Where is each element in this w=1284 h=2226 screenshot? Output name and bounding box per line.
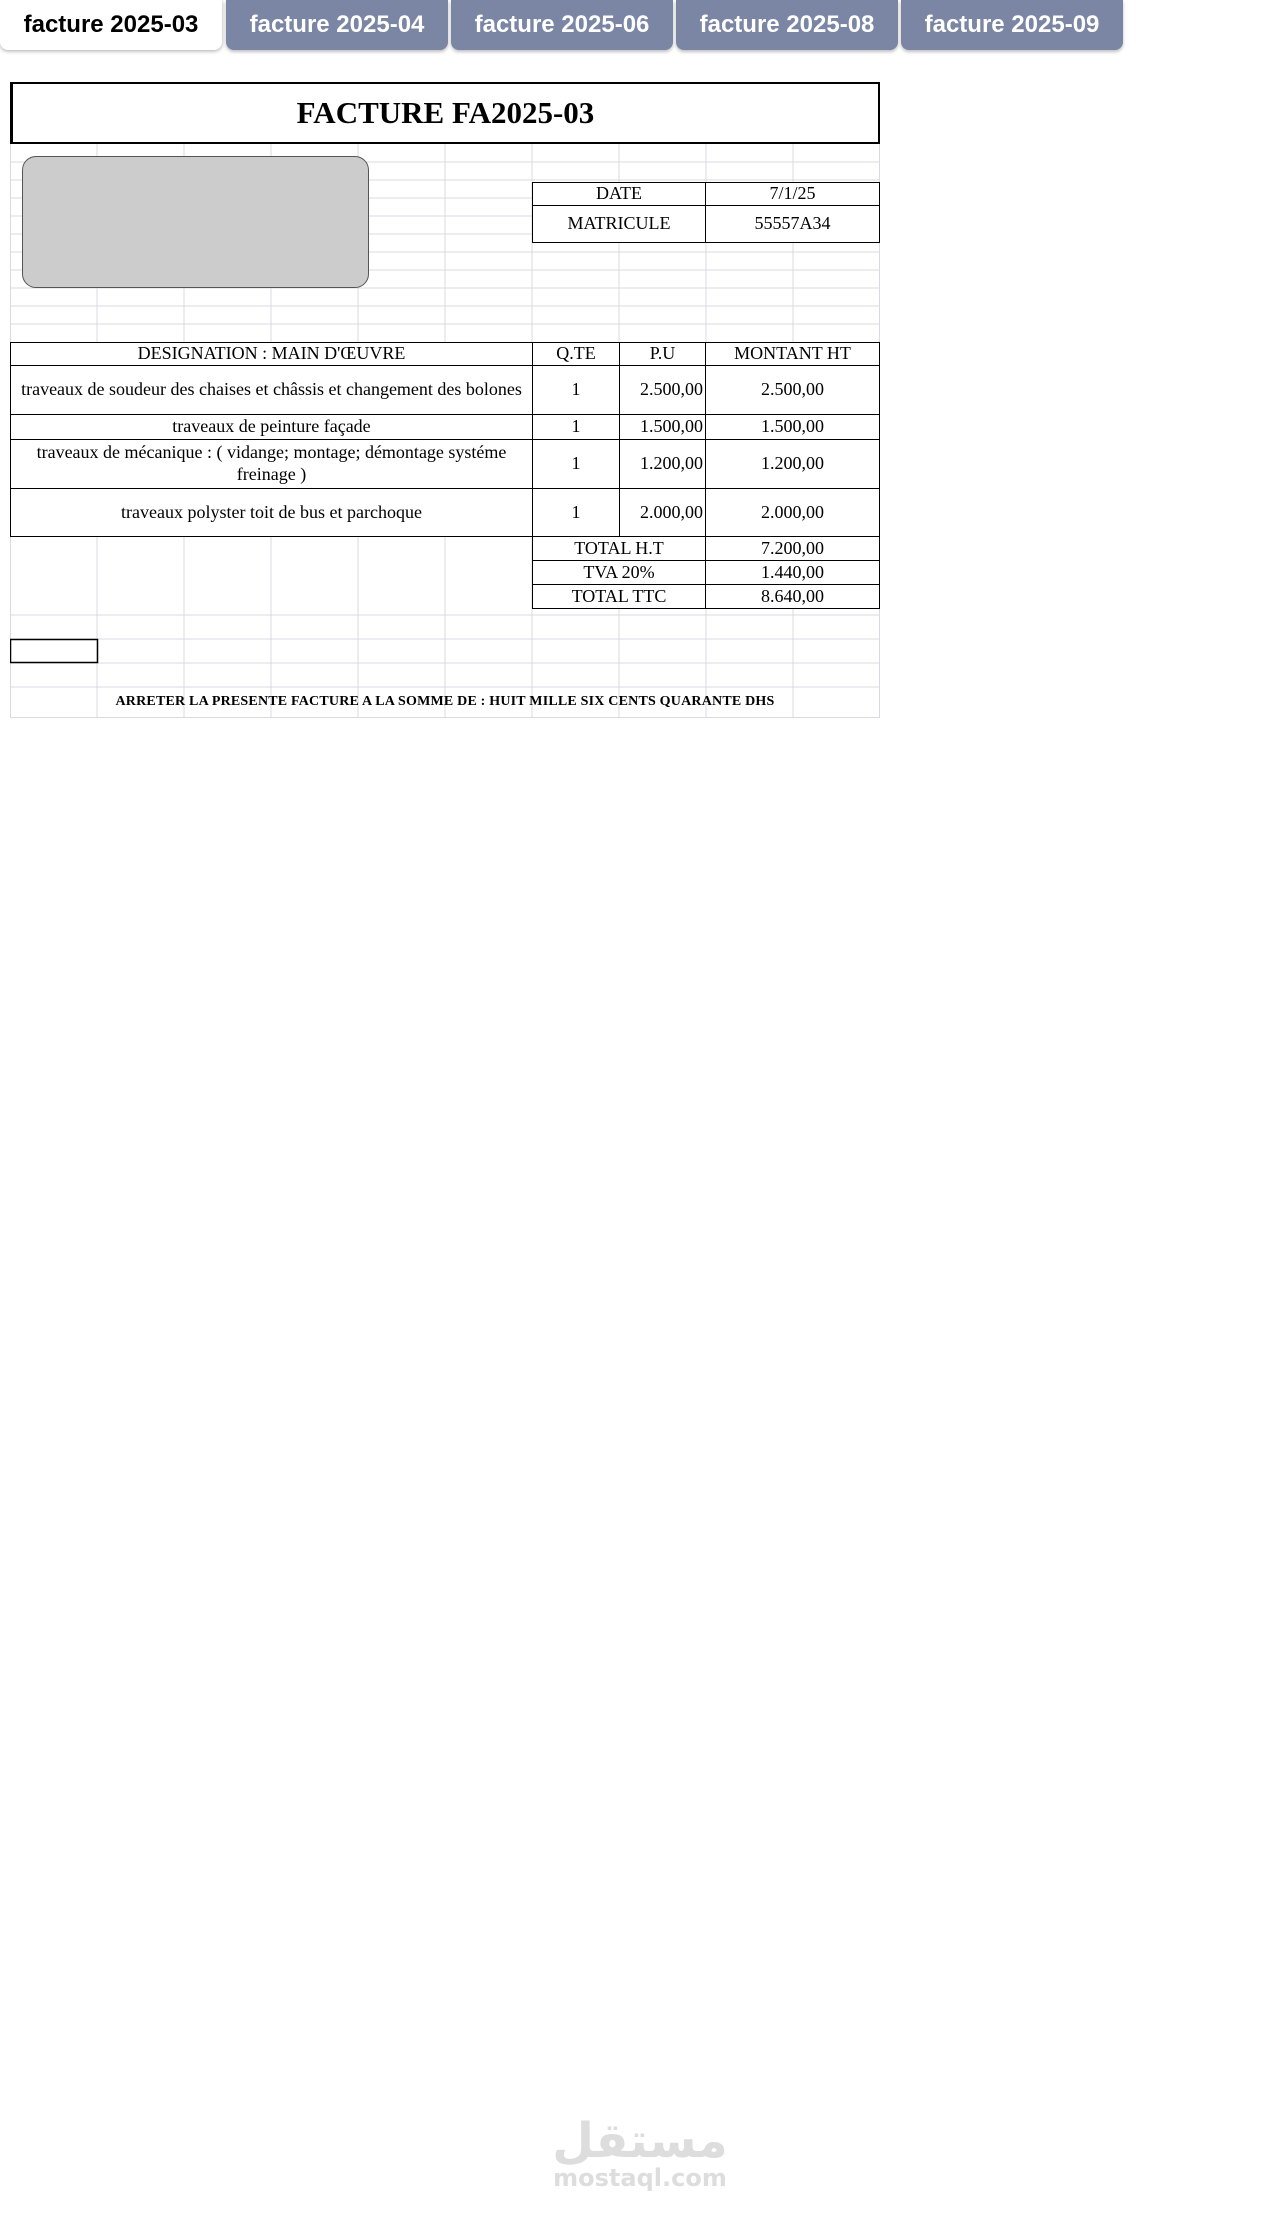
invoice-title: FACTURE FA2025-03 [10, 82, 880, 144]
row-3-montant[interactable]: 1.200,00 [705, 439, 880, 489]
tab-facture-2025-08[interactable]: facture 2025-08 [676, 0, 898, 50]
header-pu: P.U [619, 342, 706, 366]
tab-facture-2025-09[interactable]: facture 2025-09 [901, 0, 1123, 50]
row-3-pu[interactable]: 1.200,00 [619, 439, 706, 489]
row-4-montant[interactable]: 2.000,00 [705, 488, 880, 537]
header-designation: DESIGNATION : MAIN D'ŒUVRE [10, 342, 533, 366]
row-2-montant[interactable]: 1.500,00 [705, 414, 880, 440]
invoice-sheet [10, 82, 880, 718]
total-ttc-value[interactable]: 8.640,00 [705, 584, 880, 609]
tab-facture-2025-03[interactable]: facture 2025-03 [0, 0, 222, 50]
date-label: DATE [532, 182, 706, 206]
table-bottom-border [10, 536, 533, 538]
row-2-pu[interactable]: 1.500,00 [619, 414, 706, 440]
row-4-pu[interactable]: 2.000,00 [619, 488, 706, 537]
logo-placeholder [22, 156, 369, 288]
row-1-designation[interactable]: traveaux de soudeur des chaises et châssis et changement des bolones [10, 365, 533, 415]
watermark-latin: mostaql.com [553, 2163, 727, 2192]
total-ht-value[interactable]: 7.200,00 [705, 536, 880, 561]
row-3-designation[interactable]: traveaux de mécanique : ( vidange; montage; démontage systéme freinage ) [10, 439, 533, 489]
selected-cell-outline [11, 640, 98, 663]
row-1-qte[interactable]: 1 [532, 365, 620, 415]
row-2-qte[interactable]: 1 [532, 414, 620, 440]
row-4-qte[interactable]: 1 [532, 488, 620, 537]
row-1-montant[interactable]: 2.500,00 [705, 365, 880, 415]
row-4-designation[interactable]: traveaux polyster toit de bus et parchoque [10, 488, 533, 537]
row-3-qte[interactable]: 1 [532, 439, 620, 489]
total-ttc-label: TOTAL TTC [532, 584, 706, 609]
watermark-arabic: مستقل [552, 2112, 728, 2169]
header-montant: MONTANT HT [705, 342, 880, 366]
sheet-tab-bar [0, 0, 1130, 52]
date-value[interactable]: 7/1/25 [705, 182, 880, 206]
tab-facture-2025-06[interactable]: facture 2025-06 [451, 0, 673, 50]
tva-label: TVA 20% [532, 560, 706, 585]
header-qte: Q.TE [532, 342, 620, 366]
tva-value[interactable]: 1.440,00 [705, 560, 880, 585]
total-ht-label: TOTAL H.T [532, 536, 706, 561]
matricule-value[interactable]: 55557A34 [705, 205, 880, 243]
row-2-designation[interactable]: traveaux de peinture façade [10, 414, 533, 440]
matricule-label: MATRICULE [532, 205, 706, 243]
amount-in-words: ARRETER LA PRESENTE FACTURE A LA SOMME DE : HUIT MILLE SIX CENTS QUARANTE DHS [115, 694, 775, 710]
tab-facture-2025-04[interactable]: facture 2025-04 [226, 0, 448, 50]
row-1-pu[interactable]: 2.500,00 [619, 365, 706, 415]
mostaql-watermark [540, 2112, 740, 2196]
